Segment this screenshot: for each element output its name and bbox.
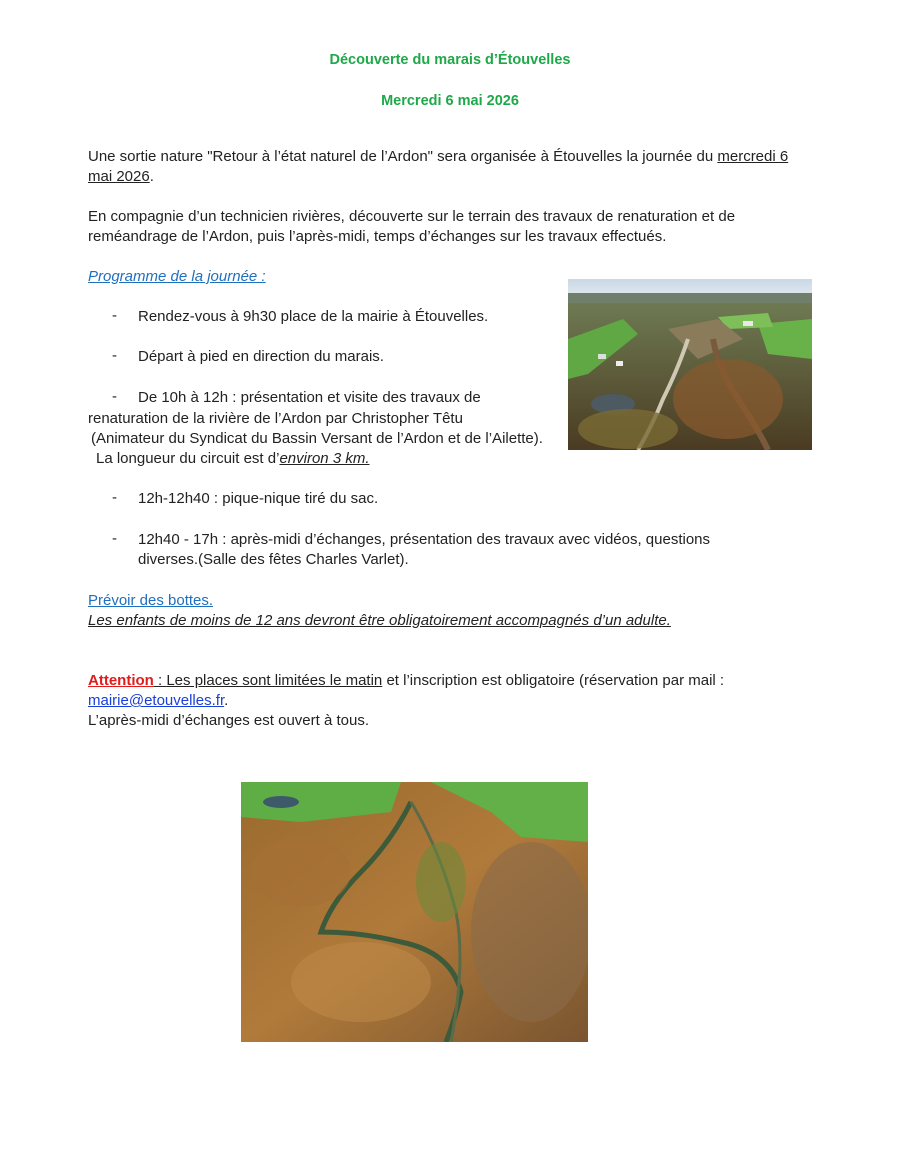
intro-text: Une sortie nature "Retour à l’état naturel de l’Ardon" sera organisée à Étouvelles la journée du [88,148,718,165]
attention-paragraph [88,671,808,731]
programme-item-3-line-1: De 10h à 12h : présentation et visite des travaux de [138,389,481,406]
bullet-dash: - [112,489,117,506]
event-date: Mercredi 6 mai 2026 [381,93,519,109]
children-note: Les enfants de moins de 12 ans devront être obligatoirement accompagnés d’un adulte. [88,612,671,629]
afternoon-note: L’après-midi d’échanges est ouvert à tous. [88,712,369,729]
attention-rest: et l’inscription est obligatoire (réservation par mail : [382,672,725,689]
boots-note: Prévoir des bottes. [88,592,214,609]
programme-item-3-line-4 [96,449,370,469]
description-line-1: En compagnie d’un technicien rivières, découverte sur le terrain des travaux de renaturation et de [88,208,736,225]
programme-item-5 [138,530,778,570]
intro-date-part1: mercredi 6 [717,148,789,165]
description-line-2: reméandrage de l’Ardon, puis l’après-midi, temps d’échanges sur les travaux effectués. [88,228,667,245]
description-paragraph [88,207,808,247]
attention-period: . [224,692,229,709]
aerial-marsh-photo [241,782,588,1042]
attention-limited: Les places sont limitées le matin [166,672,383,689]
page-title: Découverte du marais d’Étouvelles [329,52,571,68]
programme-item-5-line-1: 12h40 - 17h : après-midi d’échanges, présentation des travaux avec vidéos, questions [138,531,711,548]
bullet-dash: - [112,307,117,324]
programme-item-4: 12h-12h40 : pique-nique tiré du sac. [138,490,379,507]
bullet-dash: - [112,388,117,405]
programme-item-5-line-2: diverses.(Salle des fêtes Charles Varlet). [138,551,409,568]
bullet-dash: - [112,347,117,364]
intro-end: . [149,168,154,185]
programme-heading: Programme de la journée : [88,268,266,285]
programme-item-1: Rendez-vous à 9h30 place de la mairie à Étouvelles. [138,308,489,325]
bullet-dash: - [112,530,117,547]
attention-colon: : [153,672,167,689]
email-link[interactable]: mairie@etouvelles.fr [88,692,225,709]
aerial-landscape-photo [568,279,812,450]
circuit-length: environ 3 km. [279,450,370,467]
programme-item-3-line-2: renaturation de la rivière de l’Ardon par Christopher Têtu [88,410,463,427]
circuit-length-prefix: La longueur du circuit est d’ [96,450,280,467]
programme-item-3-line-3: (Animateur du Syndicat du Bassin Versant de l’Ardon et de l’Ailette). [91,430,543,447]
intro-paragraph [88,147,808,187]
intro-date-part2: mai 2026 [88,168,150,185]
programme-item-2: Départ à pied en direction du marais. [138,348,384,365]
attention-label: Attention [88,672,154,689]
